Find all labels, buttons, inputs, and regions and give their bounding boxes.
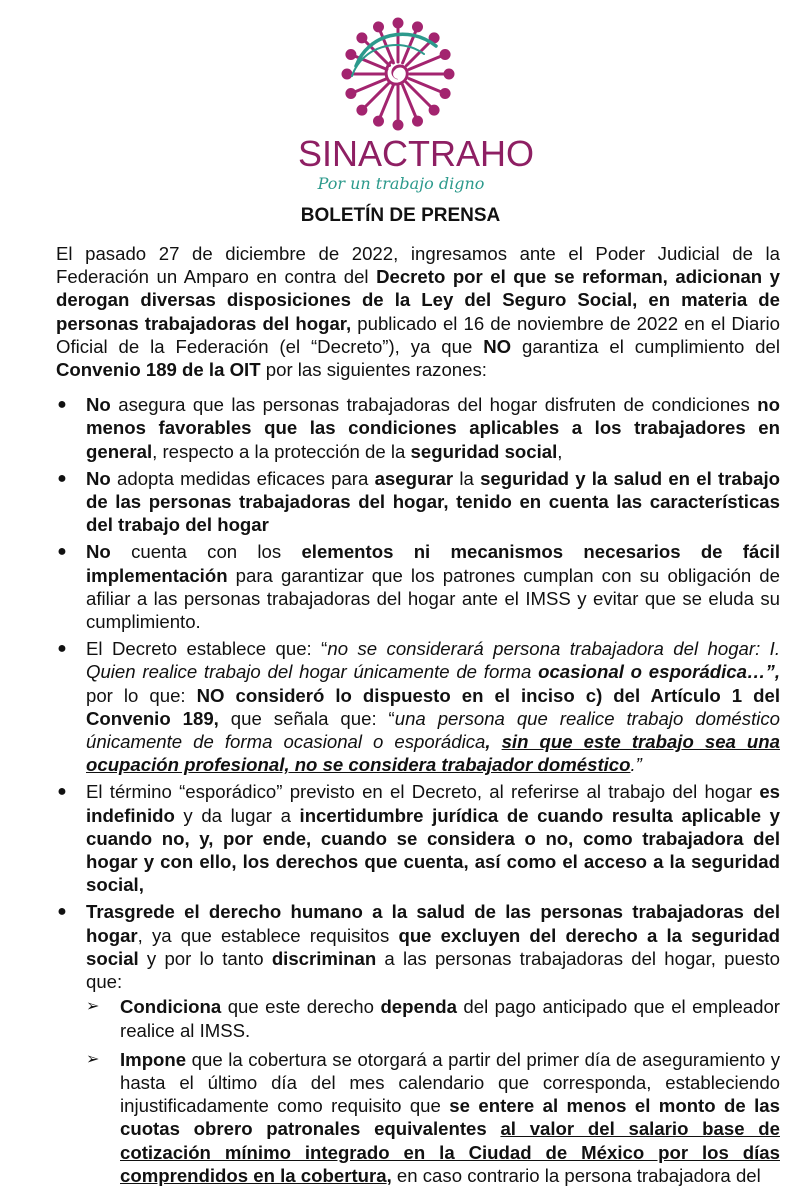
reason-1-lead: No (86, 394, 111, 416)
arrow-bullet-icon: ➢ (86, 998, 100, 1016)
list-item (86, 1048, 780, 1187)
reason-4-quote-2: una persona que realice trabajo doméstico únicamente de forma ocasional o esporádica (86, 707, 781, 753)
reason-4-comma: , (485, 731, 502, 753)
hands-wreath-logo-icon (338, 16, 464, 134)
reason-6-bold: que excluyen del derecho a la seguridad social (86, 924, 780, 969)
intro-text-4: por las siguientes razones: (260, 359, 487, 381)
sub-b-bold: se entere al menos el monto de las cuotas obrero patronales equivalentes (120, 1095, 780, 1140)
reason-4-quote: no se considerará persona trabajadora del hogar: I. Quien realice trabajo del hogar únicamente de forma (86, 638, 781, 683)
list-item (56, 900, 780, 1186)
reason-4-bold: NO consideró lo dispuesto en el inciso c) del Artículo 1 del Convenio 189, (86, 684, 780, 729)
sub-b-text-2: en caso contrario la persona trabajadora del (391, 1164, 761, 1186)
sub-a-lead: Condiciona (120, 996, 222, 1018)
reason-2-bold-2: seguridad y la salud en el trabajo de las personas trabajadoras del hogar, tenido en cuenta las características del trabajo del hogar (86, 467, 780, 536)
reason-5-bold: es indefinido (86, 781, 780, 826)
sub-b-underlined: al valor del salario base de cotización mínimo integrado en la Ciudad de México por los días comprendidos en la cobertura (120, 1118, 780, 1186)
reason-2-bold: asegurar (374, 467, 454, 489)
intro-text-1: El pasado 27 de diciembre de 2022, ingresamos ante el Poder Judicial de la Federación un Amparo en contra del (56, 243, 780, 288)
reason-4-text-3: que señala que: “ (218, 707, 395, 729)
bullet-icon: ● (57, 469, 67, 487)
reason-5-text: El término “esporádico” previsto en el Decreto, al referirse al trabajo del hogar (86, 781, 760, 803)
list-item (86, 995, 780, 1041)
reason-2-text-2: la (453, 467, 481, 489)
brand-name: SINACTRAHO (298, 133, 535, 174)
reason-4-quote-bold: ocasional o esporádica…”, (538, 661, 780, 683)
bullet-icon: ● (57, 783, 67, 801)
reason-6-bold-2: discriminan (271, 947, 377, 969)
reason-4-text-2: por lo que: (86, 684, 197, 706)
intro-no: NO (483, 335, 512, 357)
list-item (56, 540, 780, 633)
brand-tagline: Por un trabajo digno (317, 174, 485, 193)
document-body (56, 242, 780, 1193)
reason-5-bold-2: incertidumbre jurídica de cuando resulta aplicable y cuando no, y, por ende, cuando se considera o no, como trabajadora del hogar y con ello, los derechos que cuenta, así como el acceso a la seguridad social, (86, 804, 780, 896)
reason-1-bold-2: seguridad social (410, 440, 558, 462)
reason-6-text-2: y por lo tanto (138, 947, 272, 969)
intro-paragraph (56, 242, 780, 381)
sub-reasons-list (86, 995, 780, 1187)
intro-text-3: garantiza el cumplimiento del (511, 335, 780, 357)
bullet-icon: ● (57, 543, 67, 561)
list-item (56, 467, 780, 537)
document-title: BOLETÍN DE PRENSA (300, 205, 501, 226)
reason-1-text: asegura que las personas trabajadoras del hogar disfruten de condiciones (110, 394, 758, 416)
intro-convenio: Convenio 189 de la OIT (56, 359, 261, 381)
reason-6-lead: Trasgrede el derecho humano a la salud de las personas trabajadoras del hogar (86, 901, 780, 946)
reason-3-bold: elementos ni mecanismos necesarios de fácil implementación (86, 541, 780, 586)
reason-1-end: , (557, 440, 563, 462)
intro-decree-name: Decreto por el que se reforman, adicionan y derogan diversas disposiciones de la Ley del Seguro Social, en materia de personas trabajadoras del hogar, (56, 266, 781, 334)
list-item (56, 637, 780, 776)
sub-b-comma: , (386, 1164, 392, 1186)
sub-b-text: que la cobertura se otorgará a partir del primer día de aseguramiento y hasta el último día del mes calendario que corresponda, estableciendo injustificadamente como requisito que (120, 1048, 780, 1117)
arrow-bullet-icon: ➢ (86, 1050, 100, 1068)
reason-2-lead: No (86, 467, 111, 489)
bullet-icon: ● (57, 903, 67, 921)
reason-6-text: , ya que establece requisitos (137, 924, 399, 946)
list-item (56, 780, 780, 896)
reason-2-text: adopta medidas eficaces para (110, 467, 375, 489)
sub-a-text: que este derecho (221, 996, 381, 1018)
bullet-icon: ● (57, 640, 67, 658)
reason-1-text-2: , respecto a la protección de la (152, 440, 411, 462)
reason-3-lead: No (86, 541, 111, 563)
reason-4-text: El Decreto establece que: “ (86, 638, 328, 660)
bullet-icon: ● (57, 396, 67, 414)
list-item (56, 393, 780, 463)
reason-3-text-2: para garantizar que los patrones cumplan con su obligación de afiliar a las personas trabajadoras del hogar ante el IMSS y evitar que se eluda su cumplimiento. (86, 564, 780, 633)
sub-a-text-2: del pago anticipado que el empleador realice al IMSS. (120, 996, 780, 1041)
reason-6-text-3: a las personas trabajadoras del hogar, puesto que: (86, 947, 781, 993)
reason-3-text: cuenta con los (110, 541, 302, 563)
reason-4-quote-underlined: sin que este trabajo sea una ocupación profesional, no se considera trabajador doméstico (86, 731, 780, 776)
sub-b-lead: Impone (120, 1048, 187, 1070)
organization-logo (298, 16, 535, 193)
reason-5-text-2: y da lugar a (174, 804, 300, 826)
reason-4-end: .” (630, 754, 642, 776)
reasons-list (56, 393, 780, 1187)
intro-text-2: publicado el 16 de noviembre de 2022 en el Diario Oficial de la Federación (el “Decreto”), ya que (56, 312, 780, 357)
reason-1-bold: no menos favorables que las condiciones aplicables a los trabajadores en general (86, 394, 780, 462)
sub-a-bold: dependa (380, 996, 457, 1018)
